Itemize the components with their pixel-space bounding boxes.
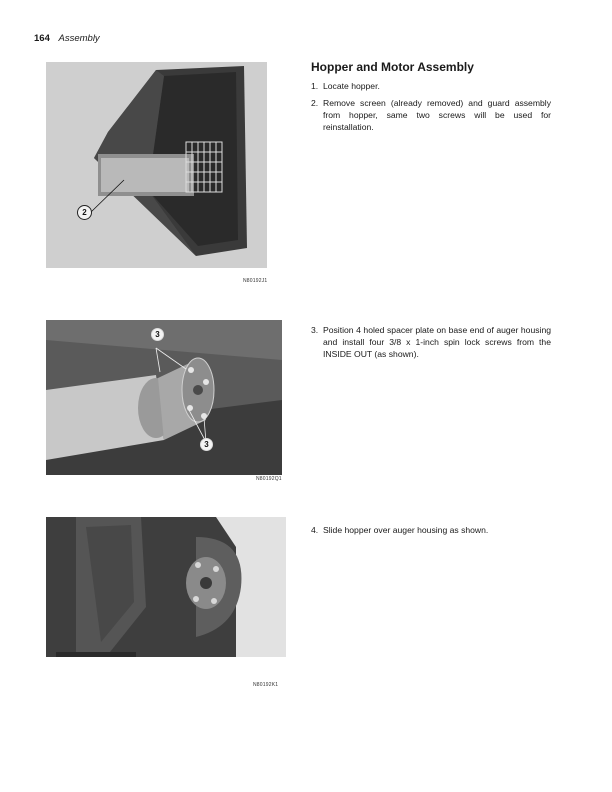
callout-3: 3 — [151, 328, 164, 341]
step-text: Position 4 holed spacer plate on base end of auger housing and install four 3/8 x 1-inch spin lock screws from the INSIDE OUT (as shown). — [323, 325, 551, 359]
step-number: 2. — [311, 98, 319, 108]
figure-hopper-photo — [46, 62, 267, 268]
step-number: 3. — [311, 325, 319, 335]
figure-code: N80192Q1 — [256, 476, 282, 482]
callout-2: 2 — [77, 205, 92, 220]
step-item — [311, 80, 551, 92]
figure-code: N80192K1 — [253, 682, 279, 688]
figure-spacer-plate-photo — [46, 320, 282, 475]
step-number: 1. — [311, 81, 319, 91]
step-item — [311, 324, 551, 360]
step-text: Remove screen (already removed) and guard assembly from hopper, same two screws will be used for reinstallation. — [323, 98, 551, 132]
page-header — [34, 33, 100, 44]
figure-hopper-over-auger-photo — [46, 517, 286, 657]
step-item — [311, 524, 551, 536]
callout-3: 3 — [200, 438, 213, 451]
page-number: 164 — [34, 33, 50, 44]
page-title: Hopper and Motor Assembly — [311, 60, 474, 74]
step-item — [311, 97, 551, 133]
step-text: Locate hopper. — [323, 81, 380, 91]
section-title: Assembly — [58, 33, 100, 44]
figure-code: N80192J1 — [243, 278, 268, 284]
step-number: 4. — [311, 525, 319, 535]
step-text: Slide hopper over auger housing as shown. — [323, 525, 489, 535]
